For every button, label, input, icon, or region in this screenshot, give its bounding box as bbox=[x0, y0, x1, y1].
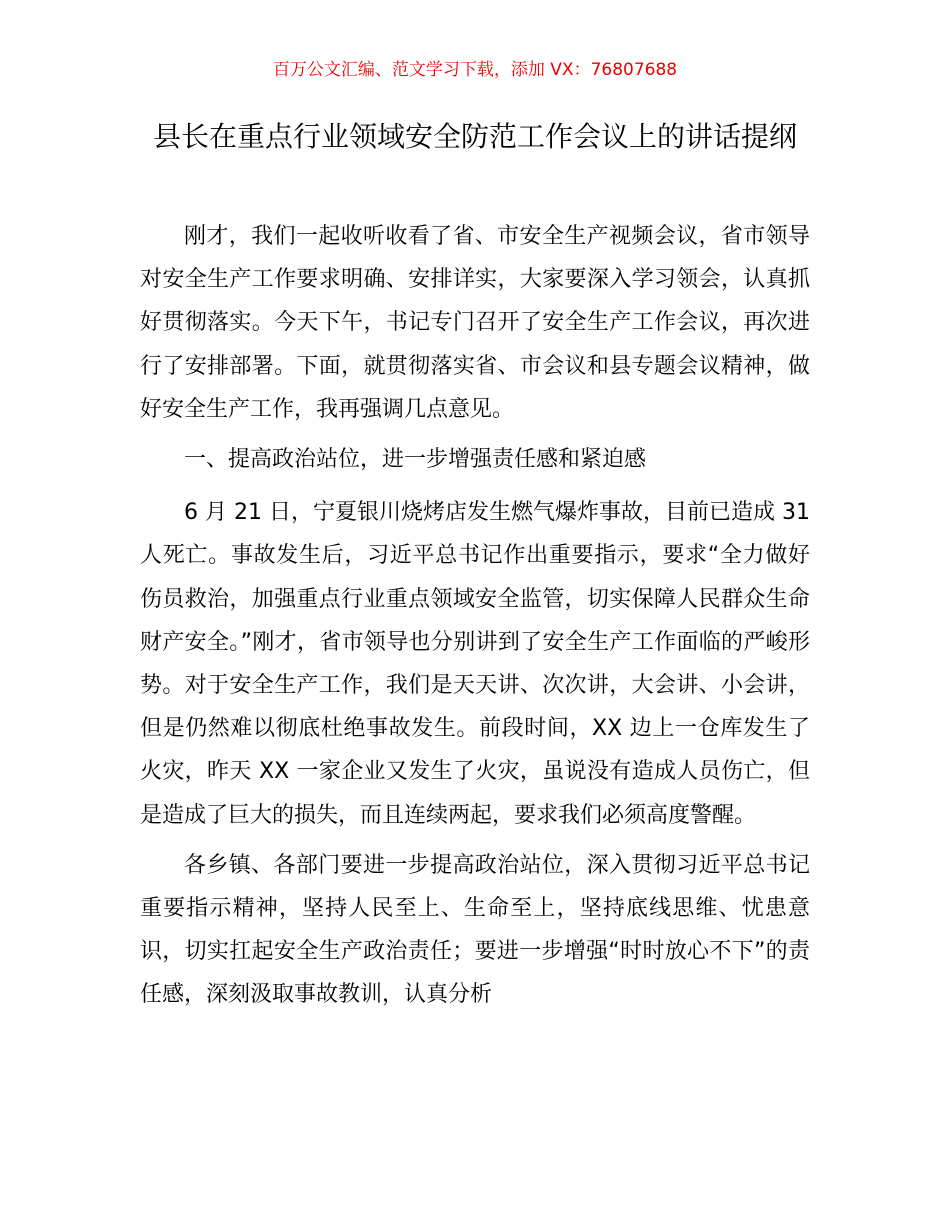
document-title: 县长在重点行业领域安全防范工作会议上的讲话提纲 bbox=[152, 120, 797, 153]
paragraph-requirements: 各乡镇、各部门要进一步提高政治站位，深入贯彻习近平总书记重要指示精神，坚持人民至上、生命至上，坚持底线思维、忧患意识，切实扛起安全生产政治责任；要进一步增强“时时放心不下”的责任感，深刻汲取事故教训，认真分析 bbox=[140, 852, 810, 1008]
document-body bbox=[140, 215, 810, 1024]
section-heading-1: 一、提高政治站位，进一步增强责任感和紧迫感 bbox=[184, 447, 647, 473]
paragraph-incident: 6 月 21 日，宁夏银川烧烤店发生燃气爆炸事故，目前已造成 31 人死亡。事故发生后，习近平总书记作出重要指示，要求“全力做好伤员救治，加强重点行业重点领域安全监管，切实保障人民群众生命财产安全。”刚才，省市领导也分别讲到了安全生产工作面临的严峻形势。对于安全生产工作，我们是天天讲、次次讲，大会讲、小会讲，但是仍然难以彻底杜绝事故发生。前段时间，XX 边上一仓库发生了火灾，昨天 XX 一家企业又发生了火灾，虽说没有造成人员伤亡，但是造成了巨大的损失，而且连续两起，要求我们必须高度警醒。 bbox=[140, 500, 810, 828]
paragraph-intro: 刚才，我们一起收听收看了省、市安全生产视频会议，省市领导对安全生产工作要求明确、安排详实，大家要深入学习领会，认真抓好贯彻落实。今天下午，书记专门召开了安全生产工作会议，再次进行了安排部署。下面，就贯彻落实省、市会议和县专题会议精神，做好安全生产工作，我再强调几点意见。 bbox=[140, 224, 810, 422]
header-watermark-note: 百万公文汇编、范文学习下载，添加 VX：76807688 bbox=[272, 60, 678, 80]
